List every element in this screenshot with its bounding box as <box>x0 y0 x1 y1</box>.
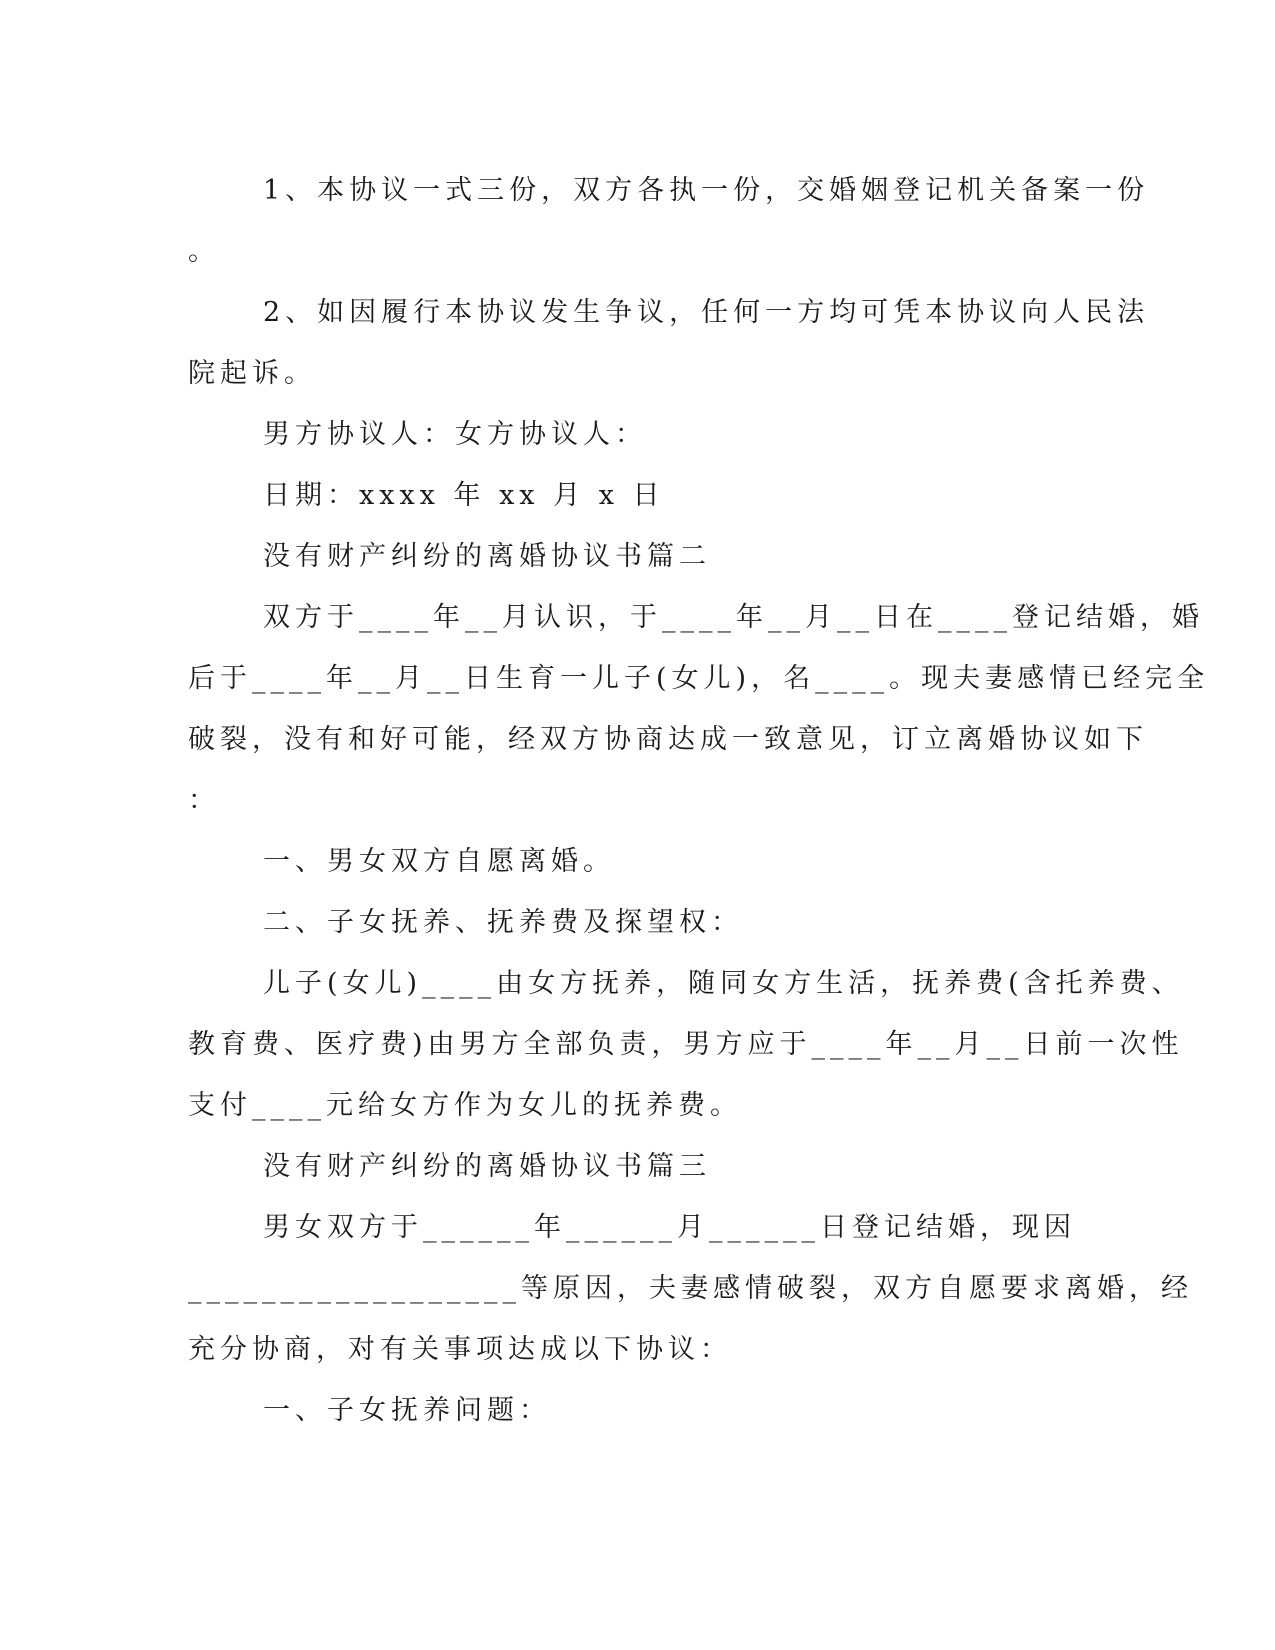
signature-line: 男方协议人：女方协议人： <box>263 419 647 450</box>
child-support-paragraph-line-2: 教育费、医疗费)由男方全部负责，男方应于____年__月__日前一次性 <box>188 1029 1184 1060</box>
item-divorce-voluntary: 一、男女双方自愿离婚。 <box>263 846 615 877</box>
intro-paragraph-line-4: ： <box>188 785 220 816</box>
item-child-custody-heading: 一、子女抚养问题： <box>263 1395 551 1426</box>
intro-paragraph-line-3: 破裂，没有和好可能，经双方协商达成一致意见，订立离婚协议如下 <box>188 724 1148 755</box>
section-heading-2: 没有财产纠纷的离婚协议书篇二 <box>263 541 711 572</box>
clause-copies-line-1: 1、本协议一式三份，双方各执一份，交婚姻登记机关备案一份 <box>263 175 1150 206</box>
marriage-paragraph-line-2: __________________等原因，夫妻感情破裂，双方自愿要求离婚，经 <box>188 1273 1193 1304</box>
clause-dispute-line-2: 院起诉。 <box>188 358 316 389</box>
child-support-paragraph-line-3: 支付____元给女方作为女儿的抚养费。 <box>188 1090 742 1121</box>
document-body <box>188 160 1210 1441</box>
intro-paragraph-line-1: 双方于____年__月认识，于____年__月__日在____登记结婚，婚 <box>263 602 1204 633</box>
item-child-support-heading: 二、子女抚养、抚养费及探望权： <box>263 907 743 938</box>
clause-dispute-line-1: 2、如因履行本协议发生争议，任何一方均可凭本协议向人民法 <box>263 297 1150 328</box>
marriage-paragraph-line-1: 男女双方于______年______月______日登记结婚，现因 <box>263 1212 1076 1243</box>
date-line: 日期：xxxx 年 xx 月 x 日 <box>263 480 665 511</box>
section-heading-3: 没有财产纠纷的离婚协议书篇三 <box>263 1151 711 1182</box>
marriage-paragraph-line-3: 充分协商，对有关事项达成以下协议： <box>188 1334 732 1365</box>
child-support-paragraph-line-1: 儿子(女儿)____由女方抚养，随同女方生活，抚养费(含托养费、 <box>263 968 1184 999</box>
clause-copies-line-2: 。 <box>188 236 220 267</box>
intro-paragraph-line-2: 后于____年__月__日生育一儿子(女儿)，名____。现夫妻感情已经完全 <box>188 663 1210 694</box>
